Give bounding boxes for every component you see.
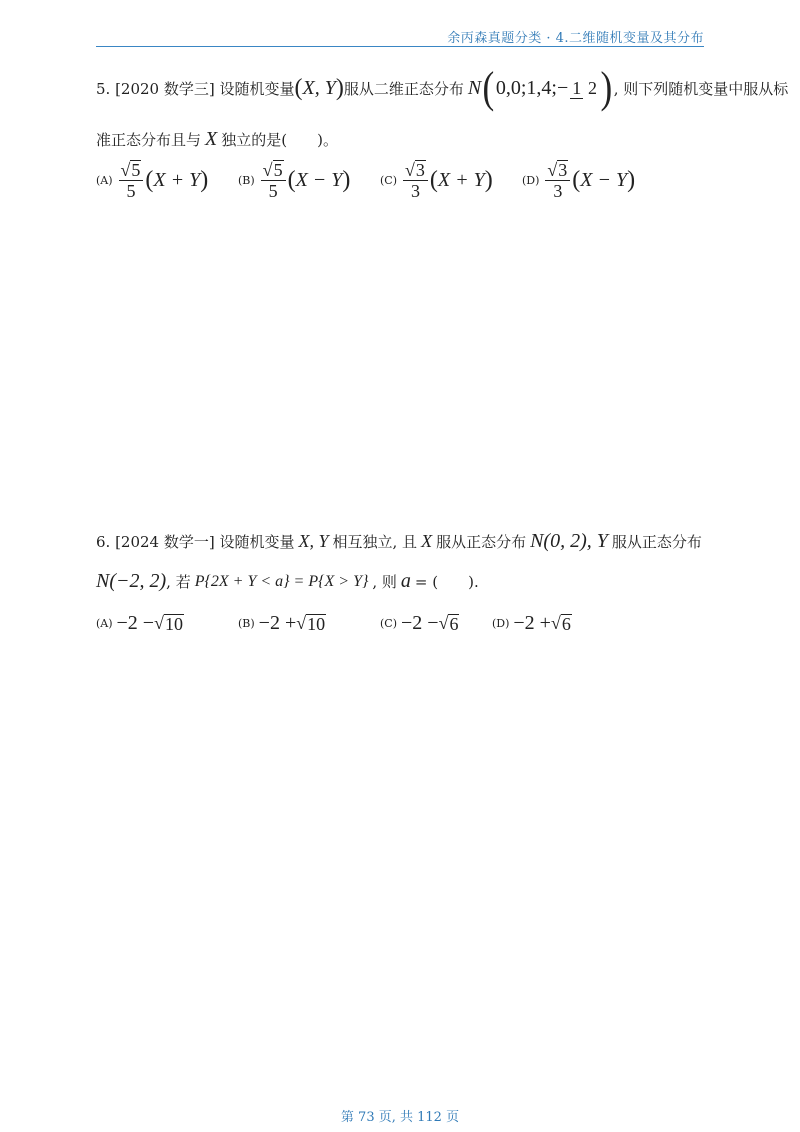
q6-line2-b: , 则 — [372, 573, 397, 591]
option-den: 3 — [410, 181, 420, 201]
header-title: 余丙森真题分类 · 4.二维随机变量及其分布 — [447, 31, 704, 46]
option-den: 3 — [553, 181, 563, 201]
q5-option-d[interactable] — [522, 160, 635, 201]
q5-big-paren-close: ) — [600, 63, 613, 112]
q6-dist2: N(−2, 2) — [96, 570, 167, 592]
q5-option-c[interactable] — [380, 160, 493, 201]
q6-dist1: N(0, 2), Y — [530, 530, 608, 552]
q6-prob-expr: P{2X + Y < a} = P{X > Y} — [194, 572, 369, 590]
option-expression: −2 + √ 6 — [513, 612, 571, 634]
q5-params: 0,0;1,4;− — [495, 76, 569, 99]
question-5-line-1 — [96, 63, 789, 112]
option-sqrt: √ 5 — [261, 160, 286, 181]
option-den: 5 — [126, 181, 136, 201]
q5-vars: X, Y — [302, 76, 336, 99]
q5-line2-a: 准正态分布且与 — [96, 131, 202, 149]
q6-var-a: a — [400, 570, 411, 592]
option-fraction — [261, 160, 286, 201]
option-expression: ( X − Y ) — [287, 167, 351, 193]
q6-var-x: X — [421, 531, 433, 551]
option-den: 5 — [268, 181, 278, 201]
option-label: (B) — [238, 174, 255, 187]
option-fraction — [403, 160, 428, 201]
q6-tail1: 服从正态分布 — [611, 533, 702, 551]
q5-line2-b: 独立的是( )。 — [221, 131, 338, 149]
q5-big-paren-open: ( — [482, 63, 495, 112]
q6-line2-a: , 若 — [166, 573, 191, 591]
option-label: (A) — [96, 617, 113, 630]
q5-frac-num: 1 — [572, 77, 582, 98]
option-label: (A) — [96, 174, 113, 187]
option-label: (C) — [380, 174, 397, 187]
q5-frac-den: 2 — [588, 77, 598, 98]
q5-line2-var: X — [205, 128, 218, 150]
option-sqrt: √ 3 — [545, 160, 570, 181]
option-expression: ( X + Y ) — [145, 167, 209, 193]
option-label: (D) — [522, 174, 540, 187]
option-expression: −2 − √ 6 — [401, 612, 459, 634]
q5-paren-close: ) — [335, 74, 344, 101]
q5-option-b[interactable] — [238, 160, 350, 201]
option-expression: −2 + √ 10 — [258, 612, 326, 634]
q5-mid-text: 服从二维正态分布 — [343, 79, 464, 98]
question-6-line-1 — [96, 530, 702, 553]
q6-option-d[interactable] — [492, 612, 572, 635]
question-6-line-2 — [96, 570, 479, 593]
q5-prefix: 5. [2020 数学三] 设随机变量 — [96, 79, 295, 98]
q5-option-a[interactable] — [96, 160, 208, 201]
q5-dist-letter: N — [467, 76, 482, 99]
option-fraction — [545, 160, 570, 201]
q6-line2-c: = ( ). — [414, 573, 479, 591]
q6-option-b[interactable] — [238, 612, 326, 635]
page-footer: 第 73 页, 共 112 页 — [340, 1110, 460, 1125]
option-expression: ( X + Y ) — [429, 167, 493, 193]
q6-prefix: 6. [2024 数学一] 设随机变量 — [96, 533, 295, 551]
q6-mid2: 服从正态分布 — [436, 533, 527, 551]
option-expression: −2 − √ 10 — [116, 612, 183, 634]
header-divider — [96, 46, 704, 47]
option-sqrt: √ 5 — [119, 160, 144, 181]
option-label: (B) — [238, 617, 255, 630]
option-label: (C) — [380, 617, 397, 630]
q5-tail-text: , 则下列随机变量中服从标 — [613, 79, 789, 98]
option-fraction — [119, 160, 144, 201]
q5-param-fraction — [570, 78, 597, 99]
q5-paren-open: ( — [294, 74, 303, 101]
q6-mid1: 相互独立, 且 — [332, 533, 418, 551]
q6-vars: X, Y — [298, 531, 329, 551]
q6-option-c[interactable] — [380, 612, 459, 635]
question-5-line-2 — [96, 128, 338, 151]
q6-option-a[interactable] — [96, 612, 184, 635]
option-label: (D) — [492, 617, 510, 630]
option-expression: ( X − Y ) — [572, 167, 636, 193]
option-sqrt: √ 3 — [403, 160, 428, 181]
